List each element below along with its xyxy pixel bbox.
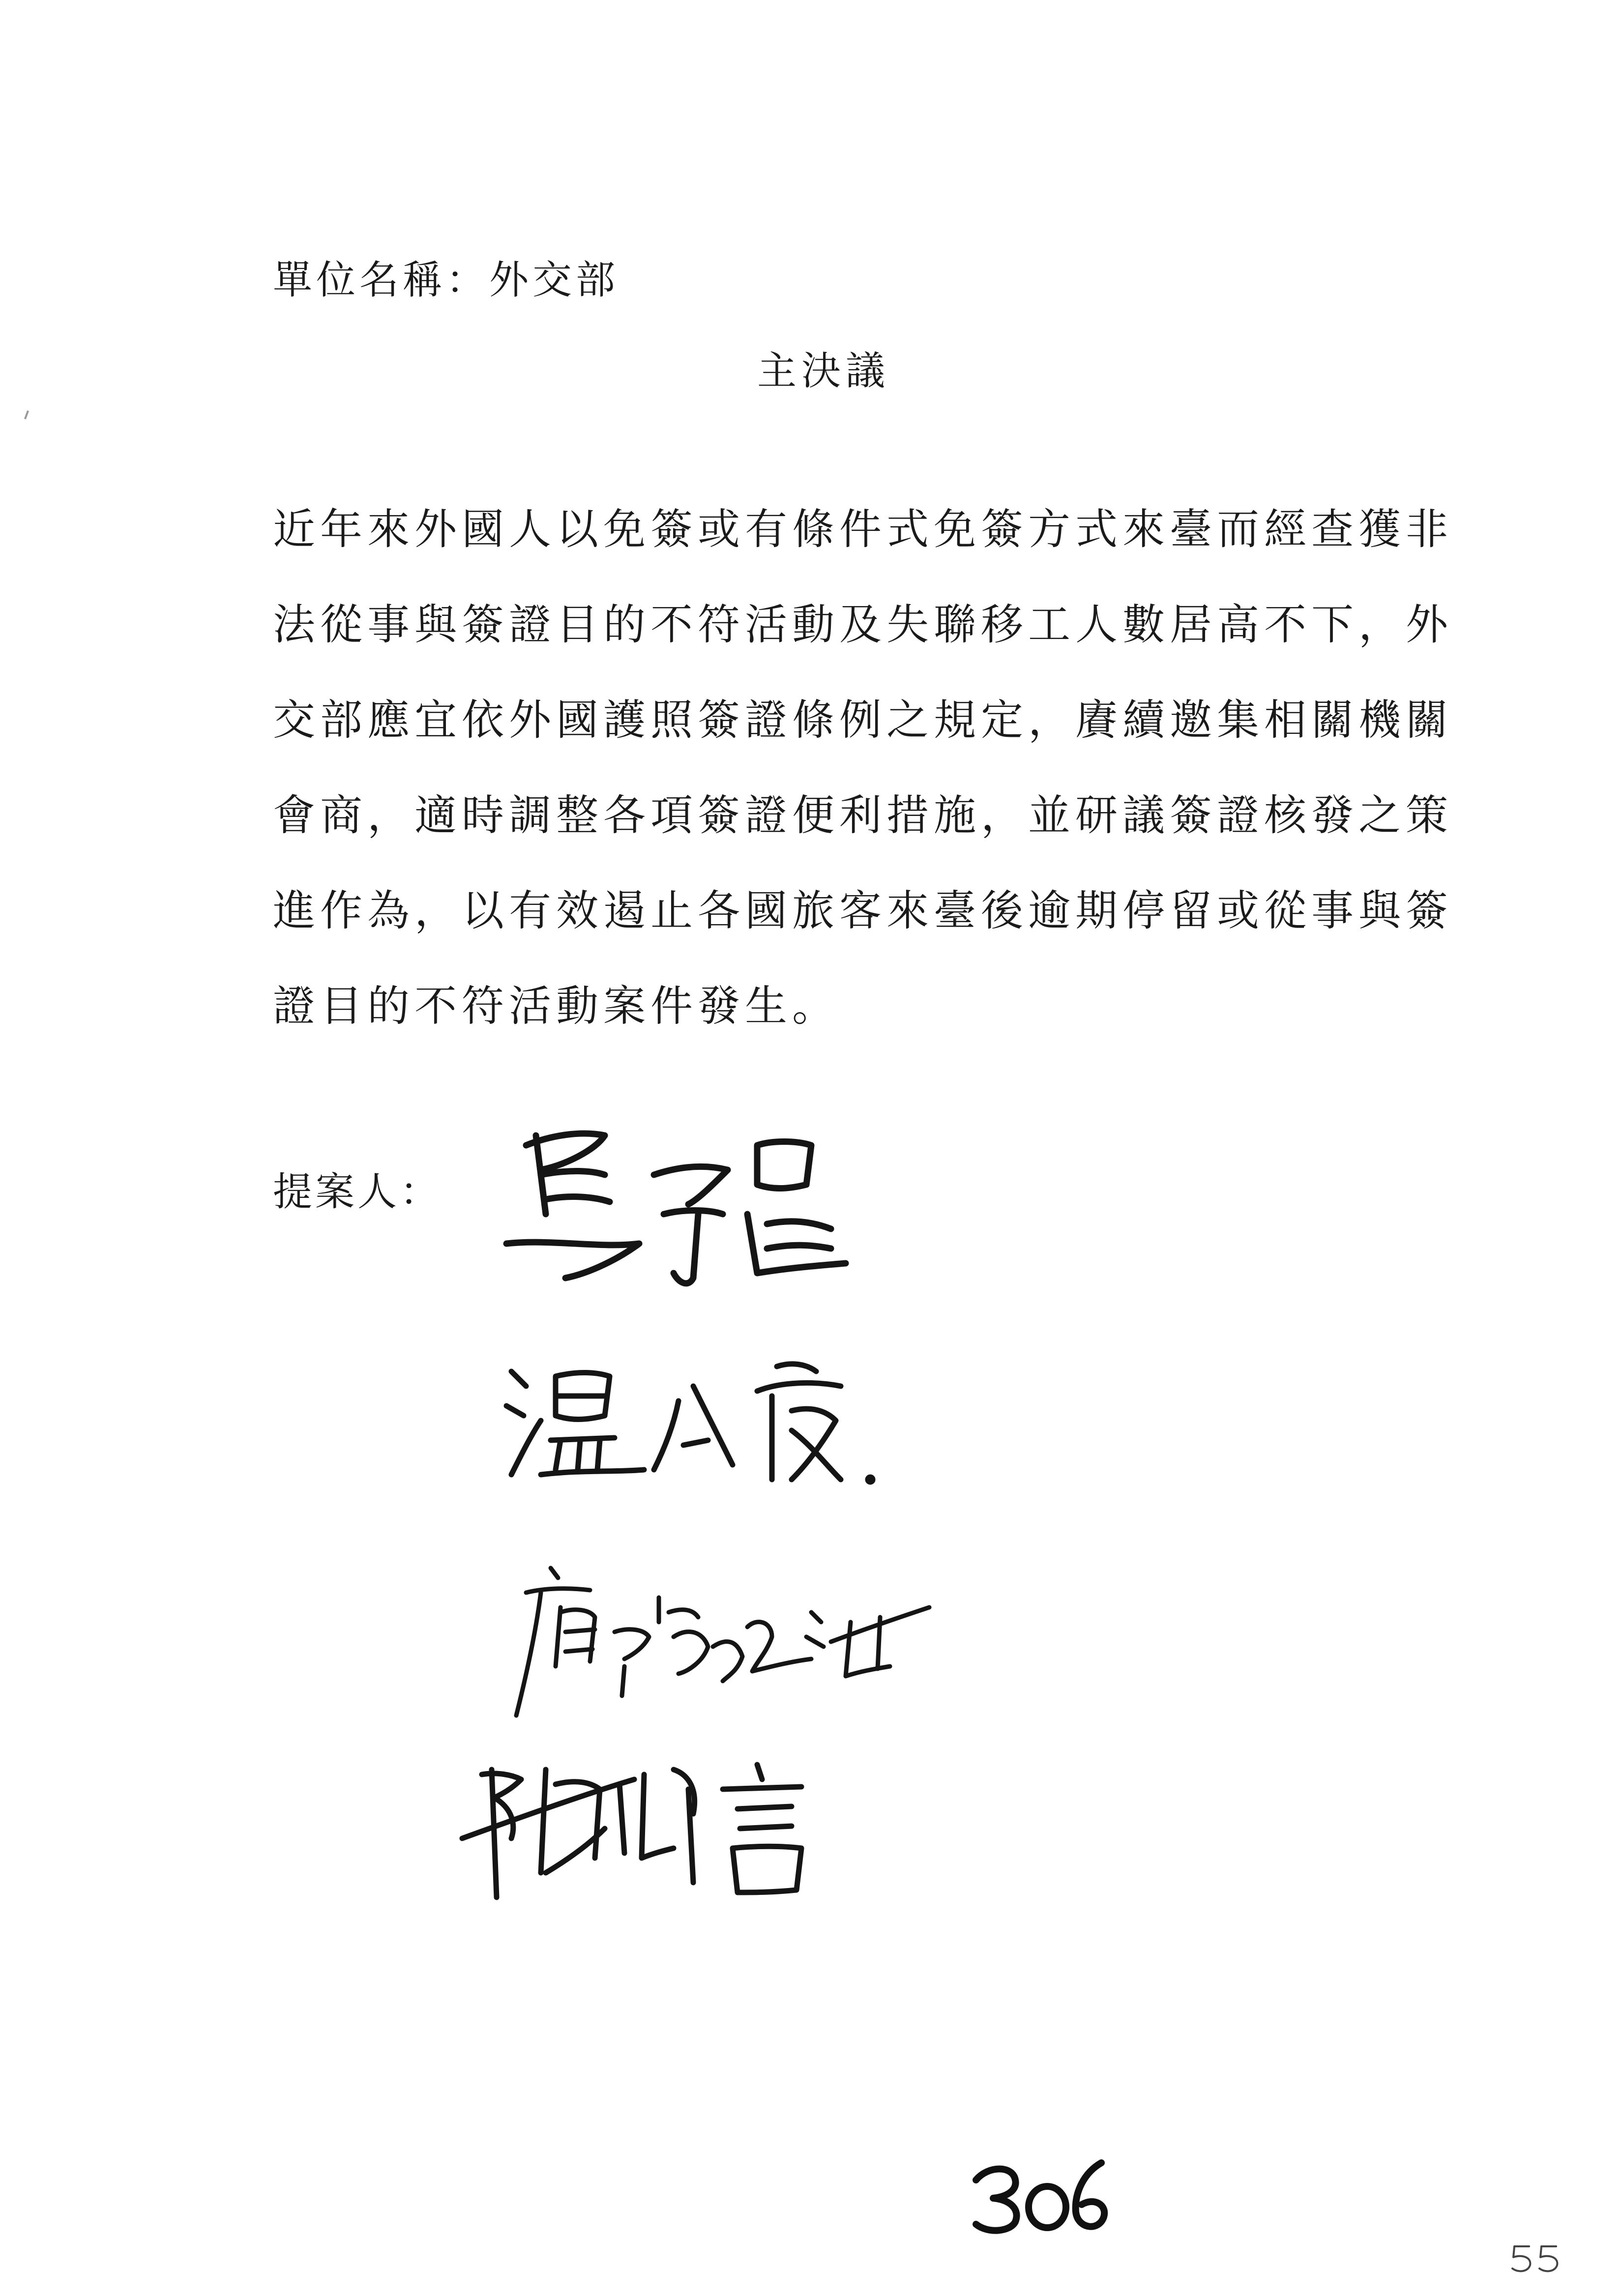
- body-line: 近年來外國人以免簽或有條件式免簽方式來臺而經查獲非: [273, 505, 1453, 554]
- handwritten-number: [969, 2153, 1111, 2238]
- document-title: 主決議: [757, 348, 890, 394]
- unit-line: [273, 248, 619, 305]
- body-line: 證目的不符活動案件發生。: [273, 982, 839, 1031]
- page-mark: [1509, 2241, 1564, 2278]
- body-line: 進作為，以有效遏止各國旅客來臺後逾期停留或從事與簽: [273, 886, 1453, 935]
- signature-4: [457, 1745, 900, 1902]
- signature-3: [497, 1548, 939, 1725]
- unit-name: 外交部: [489, 257, 619, 303]
- body-line: 會商，適時調整各項簽證便利措施，並研議簽證核發之策: [273, 791, 1453, 840]
- body-line: 交部應宜依外國護照簽證條例之規定，賡續邀集相關機關: [273, 696, 1453, 745]
- signature-2: [497, 1347, 890, 1494]
- resolution-body: [273, 482, 1453, 1054]
- body-line: 法從事與簽證目的不符活動及失聯移工人數居高不下，外: [273, 600, 1453, 649]
- signature-1: [492, 1116, 865, 1293]
- unit-label: 單位名稱：: [273, 257, 489, 303]
- proposer-label: 提案人：: [273, 1169, 442, 1215]
- scan-speck: [24, 410, 29, 419]
